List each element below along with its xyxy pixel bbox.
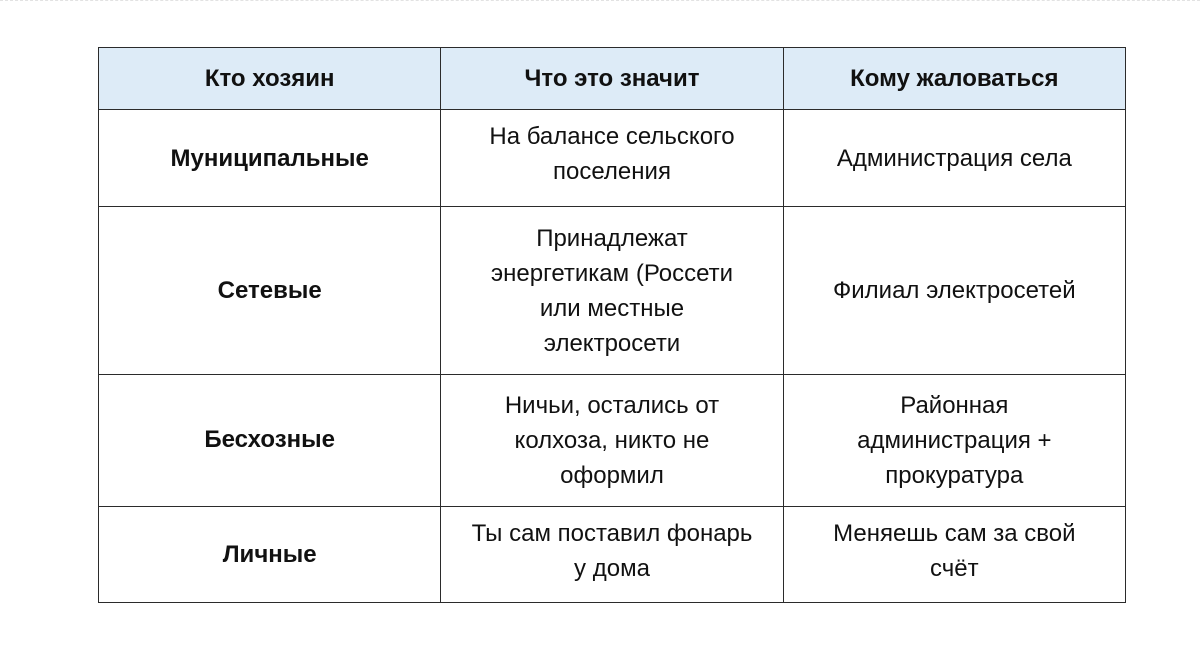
- complain-to-cell: [783, 375, 1125, 507]
- table-row: [99, 375, 1126, 507]
- owner-text: Сетевые: [217, 277, 322, 304]
- complain-to-cell: [783, 207, 1125, 375]
- complain-to-text: Администрация села: [836, 144, 1072, 172]
- owner-text: Муниципальные: [170, 144, 369, 172]
- owner-text: Бесхозные: [204, 426, 335, 453]
- owner-cell: [99, 207, 441, 375]
- table-row: [99, 507, 1126, 603]
- meaning-text: Ты сам поставил фонарь у дома: [471, 519, 753, 582]
- complain-to-text: Филиал электросетей: [833, 277, 1076, 304]
- meaning-cell: [441, 207, 783, 375]
- complain-to-text: Районная администрация + прокуратура: [857, 392, 1052, 489]
- table-header-row: [99, 48, 1126, 110]
- header-meaning: Что это значит: [441, 48, 783, 110]
- owner-cell: [99, 507, 441, 603]
- owner-cell: [99, 375, 441, 507]
- meaning-cell: [441, 375, 783, 507]
- meaning-text: Принадлежат энергетикам (Россети или местные электросети: [490, 224, 734, 357]
- owner-cell: [99, 110, 441, 207]
- meaning-text: На балансе сельского поселения: [489, 123, 735, 185]
- table-row: [99, 110, 1126, 207]
- complain-to-cell: [783, 110, 1125, 207]
- header-owner: Кто хозяин: [99, 48, 441, 110]
- table-row: [99, 207, 1126, 375]
- complain-to-text: Меняешь сам за свой счёт: [833, 519, 1076, 582]
- meaning-text: Ничьи, остались от колхоза, никто не оформил: [504, 392, 720, 489]
- complain-to-cell: [783, 507, 1125, 603]
- owner-table: [98, 47, 1126, 603]
- header-complain-to: Кому жаловаться: [783, 48, 1125, 110]
- meaning-cell: [441, 507, 783, 603]
- page-top-edge: [0, 0, 1200, 3]
- owner-text: Личные: [222, 541, 317, 568]
- meaning-cell: [441, 110, 783, 207]
